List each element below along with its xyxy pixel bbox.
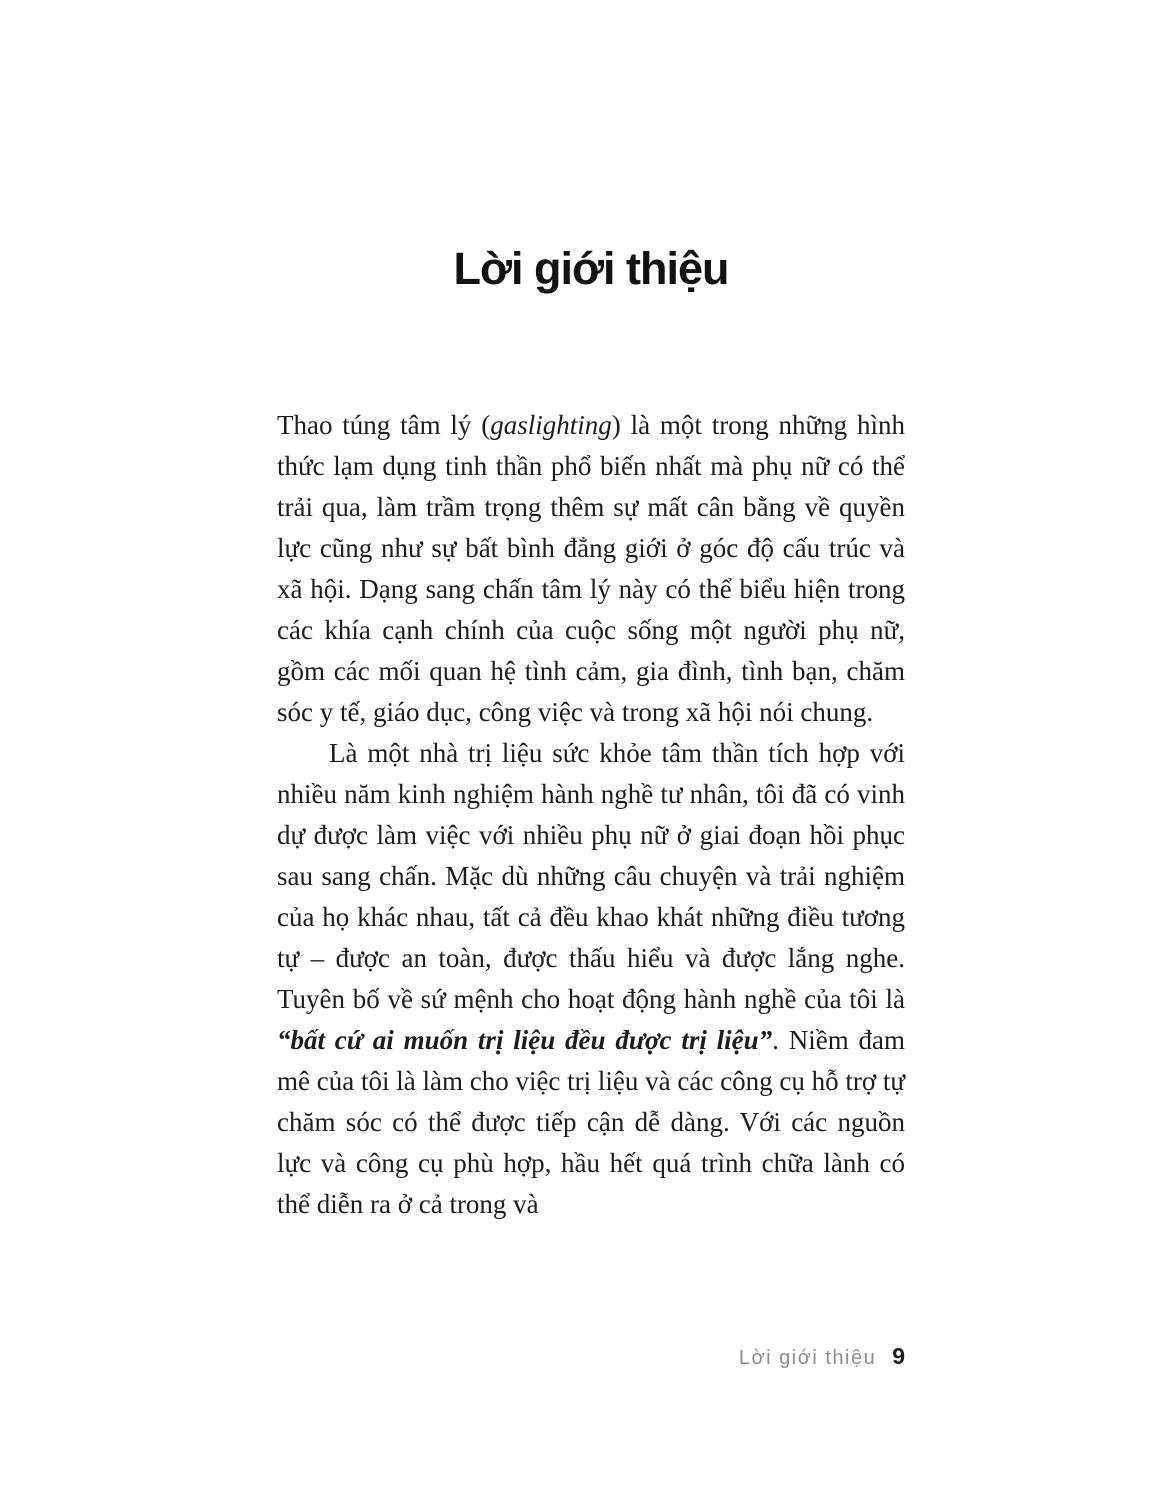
mission-statement-quote: “bất cứ ai muốn trị liệu đều được trị liệu” — [277, 1024, 773, 1055]
paragraph-text: Là một nhà trị liệu sức khỏe tâm thần tích hợp với nhiều năm kinh nghiệm hành nghề tư nhân, tôi đã có vinh dự được làm việc với nhiều phụ nữ ở giai đoạn hồi phục sau sang chấn. Mặc dù những câu chuyện và trải nghiệm của họ khác nhau, tất cả đều khao khát những điều tương tự – được an toàn, được thấu hiểu và được lắng nghe. Tuyên bố về sứ mệnh cho hoạt động hành nghề của tôi là — [277, 737, 905, 1014]
paragraph-text: Thao túng tâm lý ( — [277, 409, 491, 440]
footer-section-label: Lời giới thiệu — [738, 1347, 877, 1369]
page-footer — [739, 1343, 905, 1370]
paragraph-author — [277, 733, 905, 1225]
paragraph-text: . Niềm đam mê của tôi là làm cho việc trị liệu và các công cụ hỗ trợ tự chăm sóc có thể được tiếp cận dễ dàng. Với các nguồn lực và công cụ phù hợp, hầu hết quá trình chữa lành có thể diễn ra ở cả trong và — [277, 1024, 905, 1219]
page-title: Lời giới thiệu — [453, 243, 729, 294]
footer-page-number: 9 — [892, 1343, 905, 1369]
page-content — [277, 243, 905, 1225]
italic-term: gaslighting — [490, 409, 612, 440]
paragraph-intro — [277, 405, 905, 733]
paragraph-text: ) là một trong những hình thức lạm dụng tinh thần phổ biến nhất mà phụ nữ có thể trải qua, làm trầm trọng thêm sự mất cân bằng về quyền lực cũng như sự bất bình đẳng giới ở góc độ cấu trúc và xã hội. Dạng sang chấn tâm lý này có thể biểu hiện trong các khía cạnh chính của cuộc sống một người phụ nữ, gồm các mối quan hệ tình cảm, gia đình, tình bạn, chăm sóc y tế, giáo dục, công việc và trong xã hội nói chung. — [277, 409, 905, 727]
